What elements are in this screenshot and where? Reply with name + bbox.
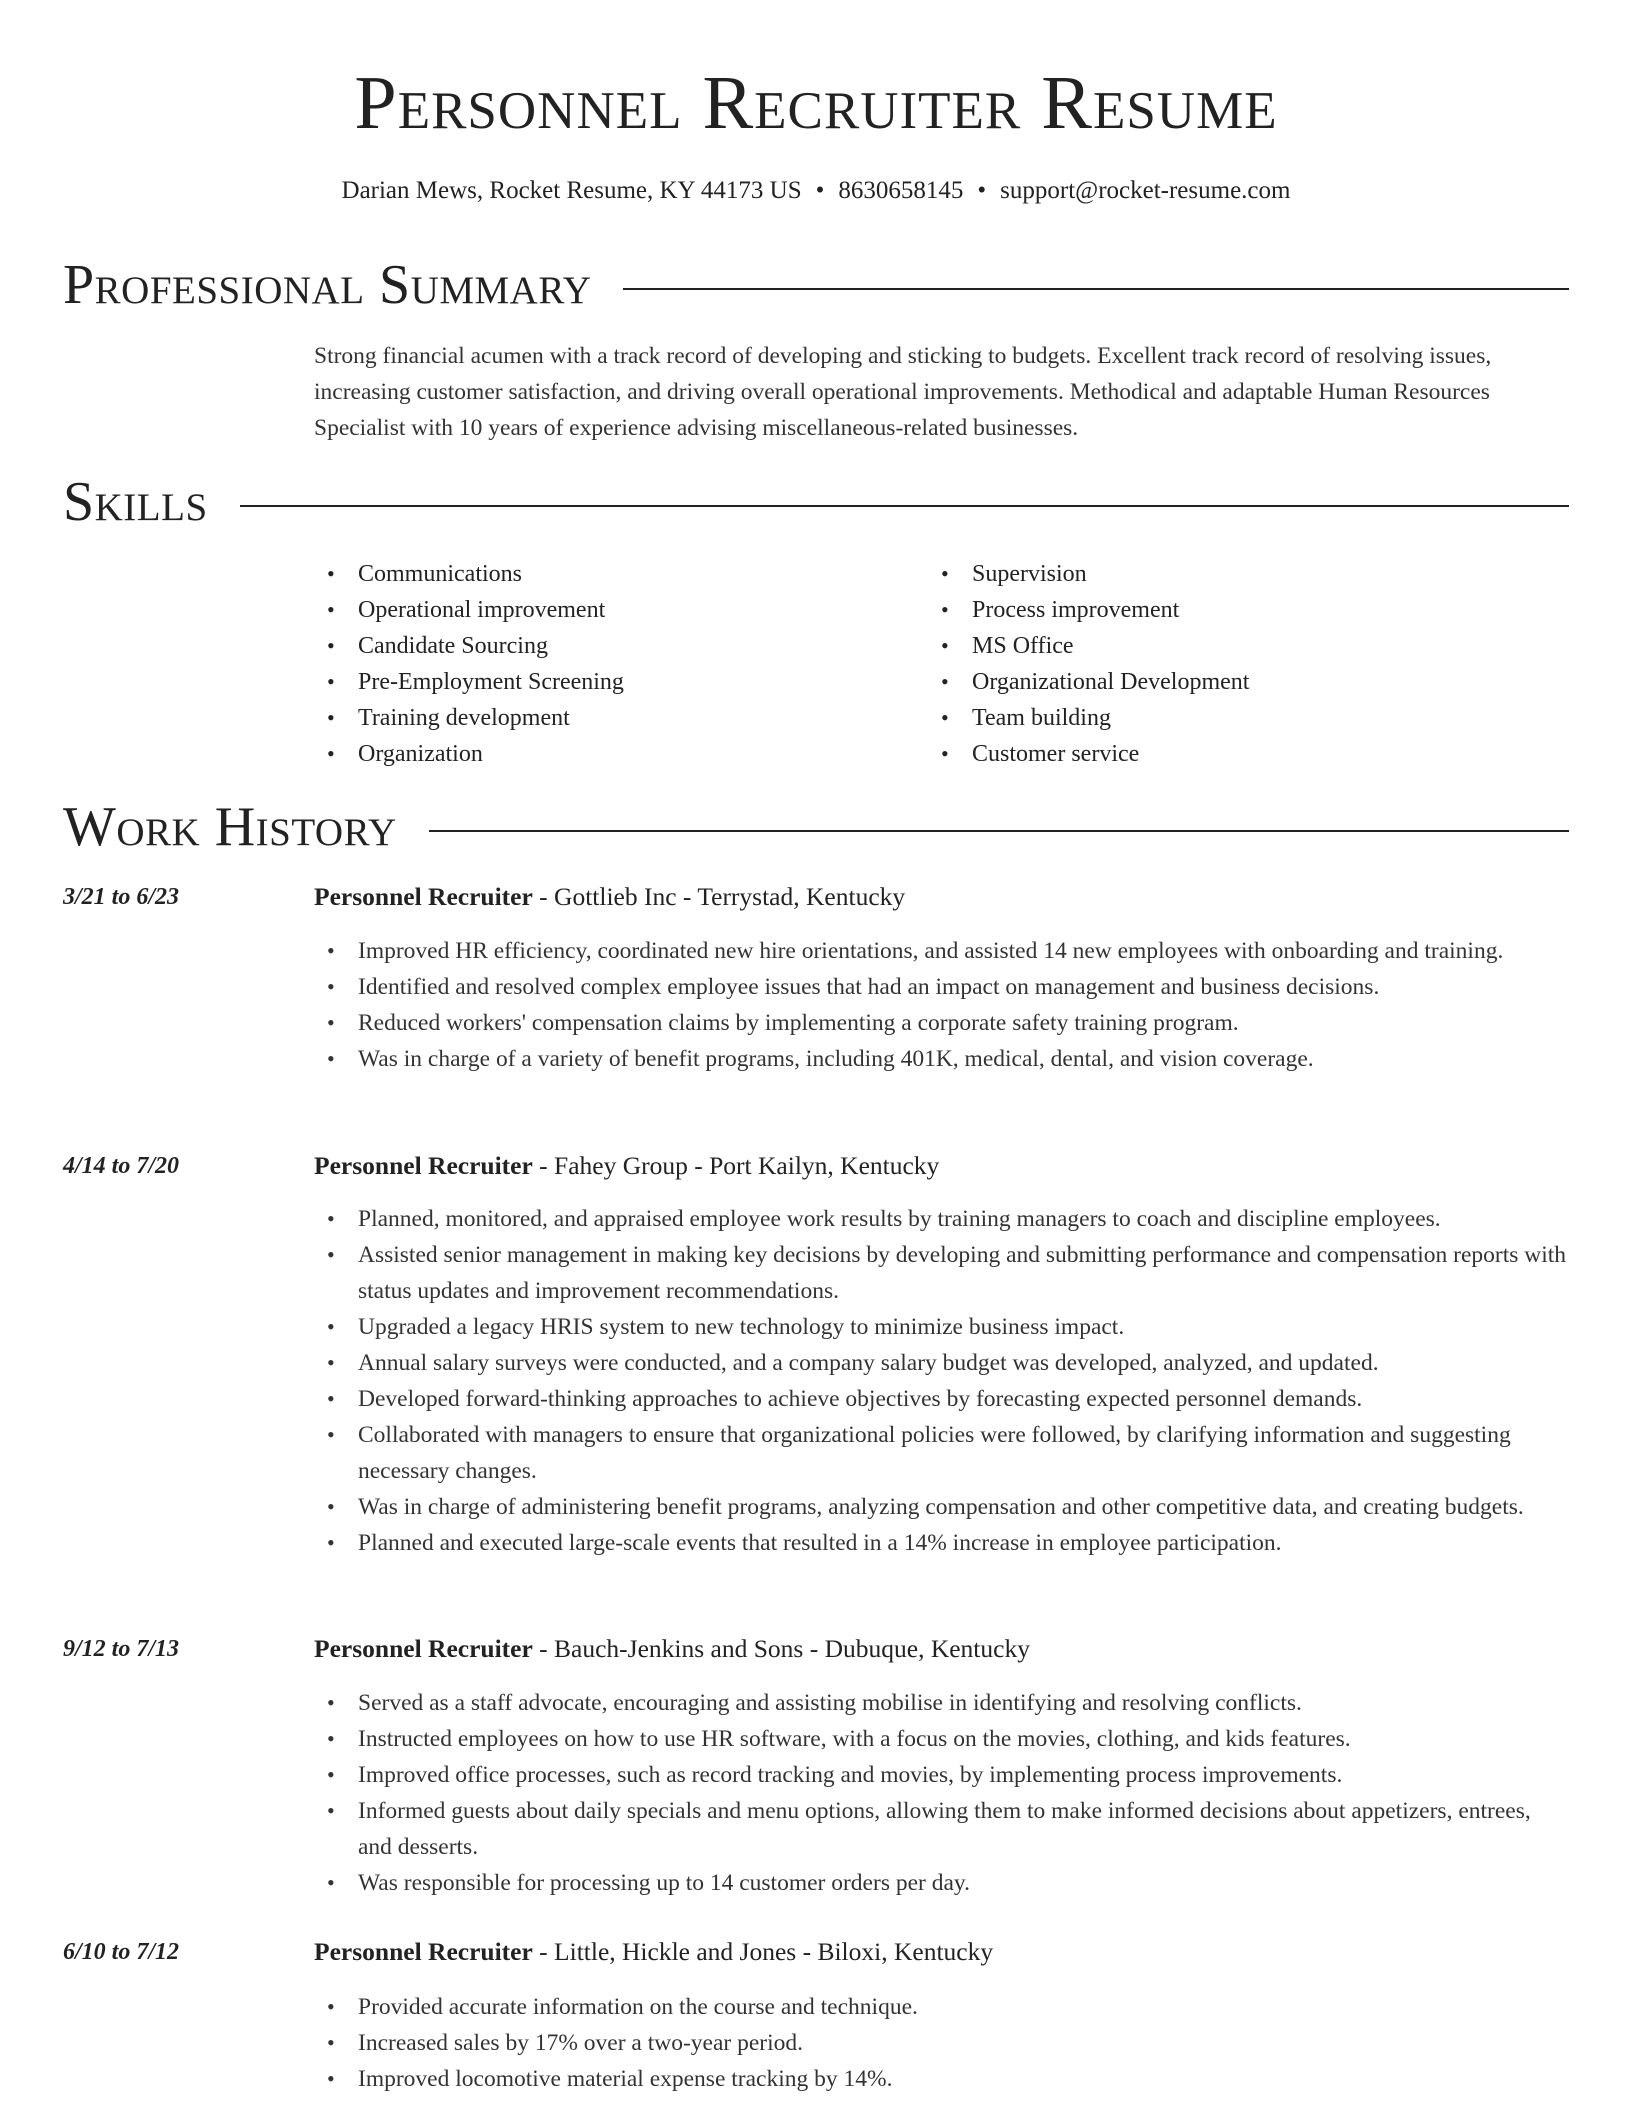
section-divider bbox=[429, 830, 1569, 832]
contact-separator: • bbox=[977, 177, 987, 204]
skill-item: • Team building bbox=[928, 700, 1249, 736]
skill-item: • Customer service bbox=[928, 736, 1249, 772]
job-bullet: • Improved office processes, such as record tracking and movies, by implementing process improvements. bbox=[314, 1757, 1570, 1793]
job-dates: 9/12 to 7/13 bbox=[63, 1636, 180, 1662]
job-title-line bbox=[314, 1148, 939, 1184]
job-company-location: - Gottlieb Inc - Terrystad, Kentucky bbox=[532, 882, 906, 911]
job-bullet: • Increased sales by 17% over a two-year period. bbox=[314, 2025, 1570, 2061]
job-bullet: • Was in charge of a variety of benefit programs, including 401K, medical, dental, and vision coverage. bbox=[314, 1041, 1570, 1077]
skills-heading: Skills bbox=[63, 471, 208, 533]
job-role: Personnel Recruiter bbox=[314, 1151, 533, 1180]
job-company-location: - Bauch-Jenkins and Sons - Dubuque, Kentucky bbox=[532, 1634, 1030, 1663]
skill-item: • Supervision bbox=[928, 556, 1249, 592]
job-bullet: • Annual salary surveys were conducted, and a company salary budget was developed, analyzed, and updated. bbox=[314, 1345, 1570, 1381]
section-divider bbox=[623, 288, 1569, 290]
summary-heading: Professional Summary bbox=[63, 254, 592, 316]
job-bullet: • Planned, monitored, and appraised employee work results by training managers to coach and discipline employees. bbox=[314, 1201, 1570, 1237]
job-bullet: • Was in charge of administering benefit programs, analyzing compensation and other competitive data, and creating budgets. bbox=[314, 1489, 1570, 1525]
skills-list-left bbox=[314, 556, 624, 772]
job-role: Personnel Recruiter bbox=[314, 1937, 533, 1966]
job-bullet: • Identified and resolved complex employee issues that had an impact on management and business decisions. bbox=[314, 969, 1570, 1005]
job-role: Personnel Recruiter bbox=[314, 882, 533, 911]
skill-item: • Training development bbox=[314, 700, 624, 736]
skill-item: • MS Office bbox=[928, 628, 1249, 664]
job-bullet: • Reduced workers' compensation claims by implementing a corporate safety training program. bbox=[314, 1005, 1570, 1041]
job-bullet: • Developed forward-thinking approaches to achieve objectives by forecasting expected personnel demands. bbox=[314, 1381, 1570, 1417]
job-bullet-list bbox=[314, 1201, 1570, 1561]
work-section-header bbox=[63, 797, 1569, 857]
job-bullet: • Assisted senior management in making key decisions by developing and submitting performance and compensation reports with status updates and improvement recommendations. bbox=[314, 1237, 1570, 1309]
work-heading: Work History bbox=[63, 796, 397, 858]
job-bullet: • Was responsible for processing up to 14 customer orders per day. bbox=[314, 1865, 1570, 1901]
job-dates: 4/14 to 7/20 bbox=[63, 1153, 180, 1179]
skill-item: • Pre-Employment Screening bbox=[314, 664, 624, 700]
job-bullet-list bbox=[314, 1685, 1570, 1901]
skill-item: • Organizational Development bbox=[928, 664, 1249, 700]
job-bullet: • Upgraded a legacy HRIS system to new technology to minimize business impact. bbox=[314, 1309, 1570, 1345]
job-title-line bbox=[314, 879, 905, 915]
skills-section-header bbox=[63, 472, 1569, 532]
skill-item: • Candidate Sourcing bbox=[314, 628, 624, 664]
summary-section-header bbox=[63, 255, 1569, 315]
skill-item: • Operational improvement bbox=[314, 592, 624, 628]
job-bullet: • Instructed employees on how to use HR software, with a focus on the movies, clothing, and kids features. bbox=[314, 1721, 1570, 1757]
job-title-line bbox=[314, 1631, 1030, 1667]
job-bullet: • Planned and executed large-scale events that resulted in a 14% increase in employee participation. bbox=[314, 1525, 1570, 1561]
job-bullet: • Informed guests about daily specials and menu options, allowing them to make informed decisions about appetizers, entrees, and desserts. bbox=[314, 1793, 1570, 1865]
job-bullet: • Provided accurate information on the course and technique. bbox=[314, 1989, 1570, 2025]
contact-separator: • bbox=[815, 177, 825, 204]
contact-line bbox=[0, 174, 1632, 208]
skill-item: • Communications bbox=[314, 556, 624, 592]
resume-title: Personnel Recruiter Resume bbox=[354, 61, 1278, 145]
job-bullet-list bbox=[314, 1989, 1570, 2097]
summary-text: Strong financial acumen with a track record of developing and sticking to budgets. Excellent track record of resolving issues, increasing customer satisfaction, and driving overall operational improvements. Methodical and adaptable Human Resources Specialist with 10 years of experience advising miscellaneous-related businesses. bbox=[314, 343, 1492, 441]
contact-address: Darian Mews, Rocket Resume, KY 44173 US bbox=[341, 177, 802, 204]
job-bullet: • Improved locomotive material expense tracking by 14%. bbox=[314, 2061, 1570, 2097]
job-title-line bbox=[314, 1934, 993, 1970]
job-bullet-list bbox=[314, 933, 1570, 1077]
section-divider bbox=[240, 505, 1569, 507]
job-dates: 6/10 to 7/12 bbox=[63, 1939, 180, 1965]
skill-item: • Process improvement bbox=[928, 592, 1249, 628]
job-company-location: - Little, Hickle and Jones - Biloxi, Kentucky bbox=[532, 1937, 994, 1966]
job-bullet: • Served as a staff advocate, encouraging and assisting mobilise in identifying and resolving conflicts. bbox=[314, 1685, 1570, 1721]
job-dates: 3/21 to 6/23 bbox=[63, 884, 180, 910]
contact-phone: 8630658145 bbox=[838, 177, 964, 204]
job-company-location: - Fahey Group - Port Kailyn, Kentucky bbox=[532, 1151, 940, 1180]
job-bullet: • Collaborated with managers to ensure that organizational policies were followed, by clarifying information and suggesting necessary changes. bbox=[314, 1417, 1570, 1489]
job-role: Personnel Recruiter bbox=[314, 1634, 533, 1663]
contact-email[interactable]: support@rocket-resume.com bbox=[1000, 177, 1291, 204]
skill-item: • Organization bbox=[314, 736, 624, 772]
skills-list-right bbox=[928, 556, 1249, 772]
job-bullet: • Improved HR efficiency, coordinated new hire orientations, and assisted 14 new employees with onboarding and training. bbox=[314, 933, 1570, 969]
